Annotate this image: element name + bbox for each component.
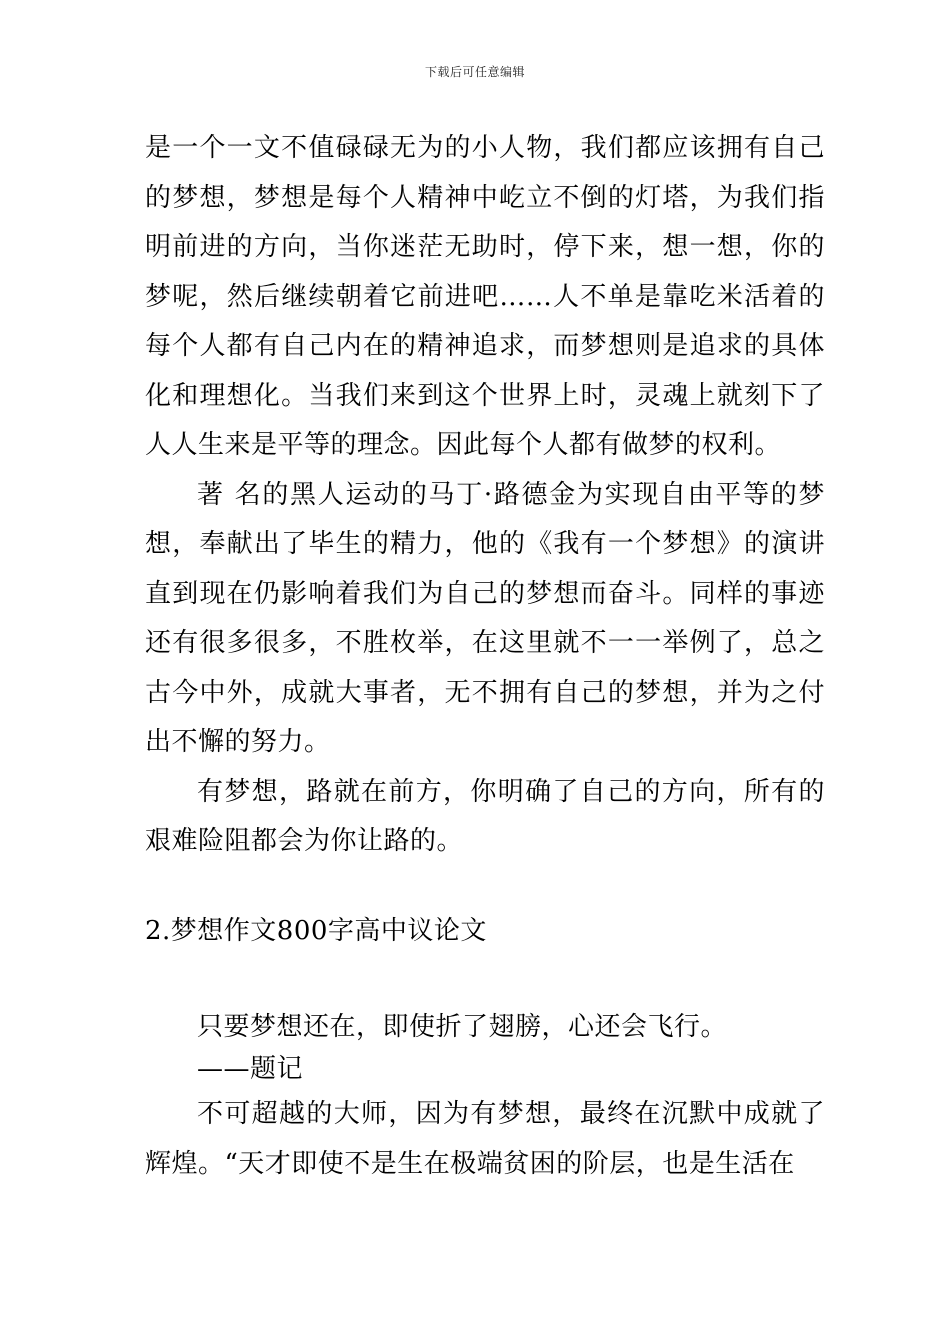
- epigraph-source: ——题记: [197, 1054, 304, 1084]
- page-header: 下载后可任意编辑: [424, 65, 525, 79]
- paragraph-3: 有梦想，路就在前方，你明确了自己的方向，所有的艰难险阻都会为你让路的。: [145, 776, 825, 856]
- epigraph: 只要梦想还在，即使折了翅膀，心还会飞行。: [197, 1012, 728, 1042]
- spacer: [145, 867, 825, 907]
- spacer: [145, 956, 825, 1006]
- paragraph-4: 不可超越的大师，因为有梦想，最终在沉默中成就了辉煌。“天才即使不是生在极端贫困的阶层，也是生活在: [145, 1099, 825, 1179]
- section-heading: 2.梦想作文800字高中议论文: [145, 915, 487, 946]
- paragraph-1: 是一个一文不值碌碌无为的小人物，我们都应该拥有自己的梦想，梦想是每个人精神中屹立不倒的灯塔，为我们指明前进的方向，当你迷茫无助时，停下来，想一想，你的梦呢，然后继续朝着它前进吧……人不单是靠吃米活着的每个人都有自己内在的精神追求，而梦想则是追求的具体化和理想化。当我们来到这个世界上时，灵魂上就刻下了人人生来是平等的理念。因此每个人都有做梦的权利。: [145, 133, 825, 460]
- paragraph-2: 著 名的黑人运动的马丁·路德金为实现自由平等的梦想，奉献出了毕生的精力，他的《我有一个梦想》的演讲直到现在仍影响着我们为自己的梦想而奋斗。同样的事迹还有很多很多，不胜枚举，在这里就不一一举例了，总之古今中外，成就大事者，无不拥有自己的梦想，并为之付出不懈的努力。: [145, 479, 825, 757]
- document-body: [145, 124, 825, 1189]
